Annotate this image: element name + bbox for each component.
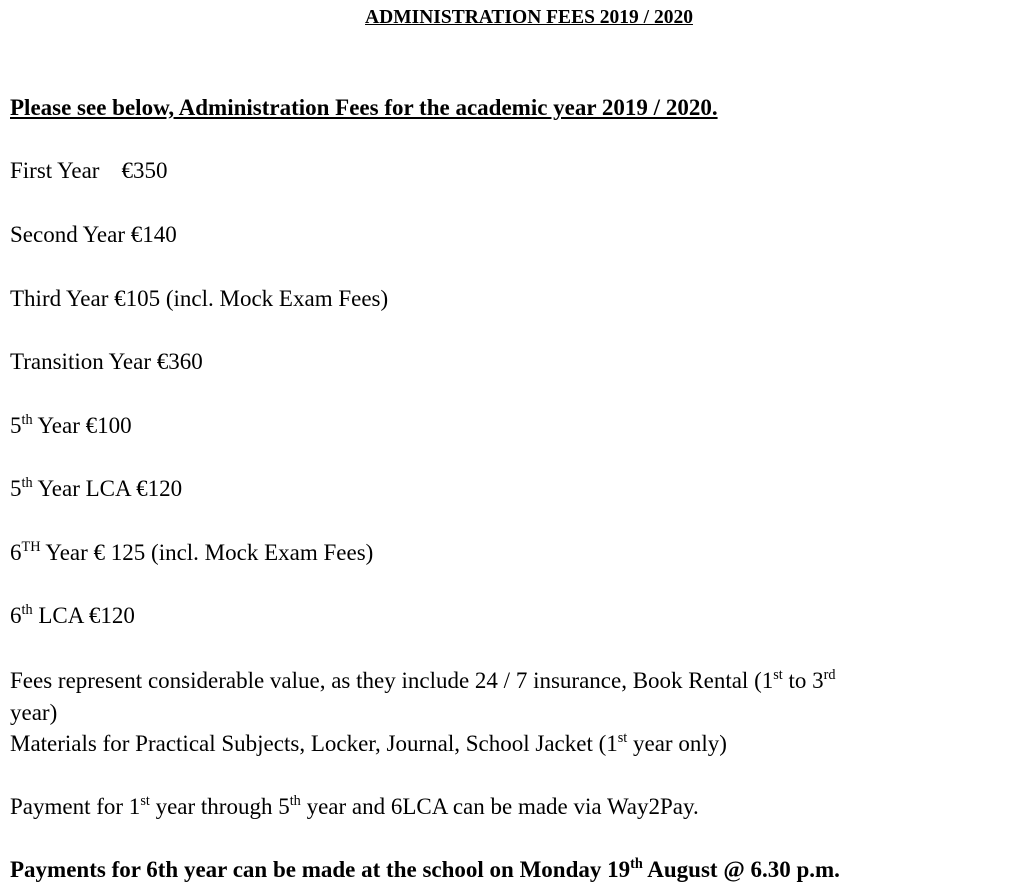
materials-note-sup: st — [617, 730, 628, 747]
fee-sixth-lca — [10, 603, 135, 629]
fee-first-year — [10, 158, 167, 184]
payment-note — [10, 794, 699, 820]
fee-first-year-amount: €350 — [121, 158, 168, 183]
payment-note-text-2: year through 5 — [149, 794, 290, 819]
payment-sixth-year-note — [10, 857, 840, 883]
fee-fifth-year-lca-text: Year LCA €120 — [32, 476, 183, 501]
payment-sixth-text-2: August @ 6.30 p.m. — [642, 857, 840, 882]
value-note-line2: year) — [10, 700, 58, 725]
fee-sixth-lca-text: LCA €120 — [32, 603, 135, 628]
fee-sixth-lca-sup: th — [21, 602, 33, 619]
materials-note-text-1: Materials for Practical Subjects, Locker, Journal, School Jacket (1 — [10, 731, 618, 756]
fee-sixth-year-num: 6 — [10, 540, 22, 565]
fee-fifth-year-lca-num: 5 — [10, 476, 22, 501]
intro-heading: Please see below, Administration Fees for the academic year 2019 / 2020. — [10, 95, 718, 120]
fee-sixth-year-text: Year € 125 (incl. Mock Exam Fees) — [40, 540, 374, 565]
fee-fifth-year — [10, 413, 132, 439]
fee-fifth-year-lca-sup: th — [21, 475, 33, 492]
payment-note-text-1: Payment for 1 — [10, 794, 141, 819]
fee-sixth-lca-num: 6 — [10, 603, 22, 628]
fee-fifth-year-lca — [10, 476, 182, 502]
fee-fifth-year-num: 5 — [10, 413, 22, 438]
payment-note-sup-1: st — [140, 793, 150, 810]
payment-sixth-text-1: Payments for 6th year can be made at the school on Monday 19 — [10, 857, 631, 882]
value-note-line1 — [10, 668, 836, 694]
value-note-text-2: to 3 — [782, 668, 824, 693]
materials-note-text-2: year only) — [627, 731, 727, 756]
fee-fifth-year-text: Year €100 — [32, 413, 132, 438]
value-note-sup-2: rd — [823, 667, 836, 684]
payment-note-text-3: year and 6LCA can be made via Way2Pay. — [300, 794, 699, 819]
fee-fifth-year-sup: th — [21, 412, 33, 429]
fee-sixth-year-sup: TH — [21, 539, 41, 556]
value-note-sup-1: st — [773, 667, 783, 684]
document-title: ADMINISTRATION FEES 2019 / 2020 — [365, 7, 693, 28]
value-note-text-1: Fees represent considerable value, as they include 24 / 7 insurance, Book Rental (1 — [10, 668, 774, 693]
fee-sixth-year — [10, 540, 373, 566]
materials-note — [10, 731, 727, 757]
fee-transition-year: Transition Year €360 — [10, 349, 203, 374]
fee-first-year-label: First Year — [10, 158, 100, 183]
payment-sixth-sup: th — [630, 856, 643, 873]
payment-note-sup-2: th — [289, 793, 301, 810]
fee-second-year: Second Year €140 — [10, 222, 177, 247]
fee-third-year: Third Year €105 (incl. Mock Exam Fees) — [10, 286, 389, 311]
